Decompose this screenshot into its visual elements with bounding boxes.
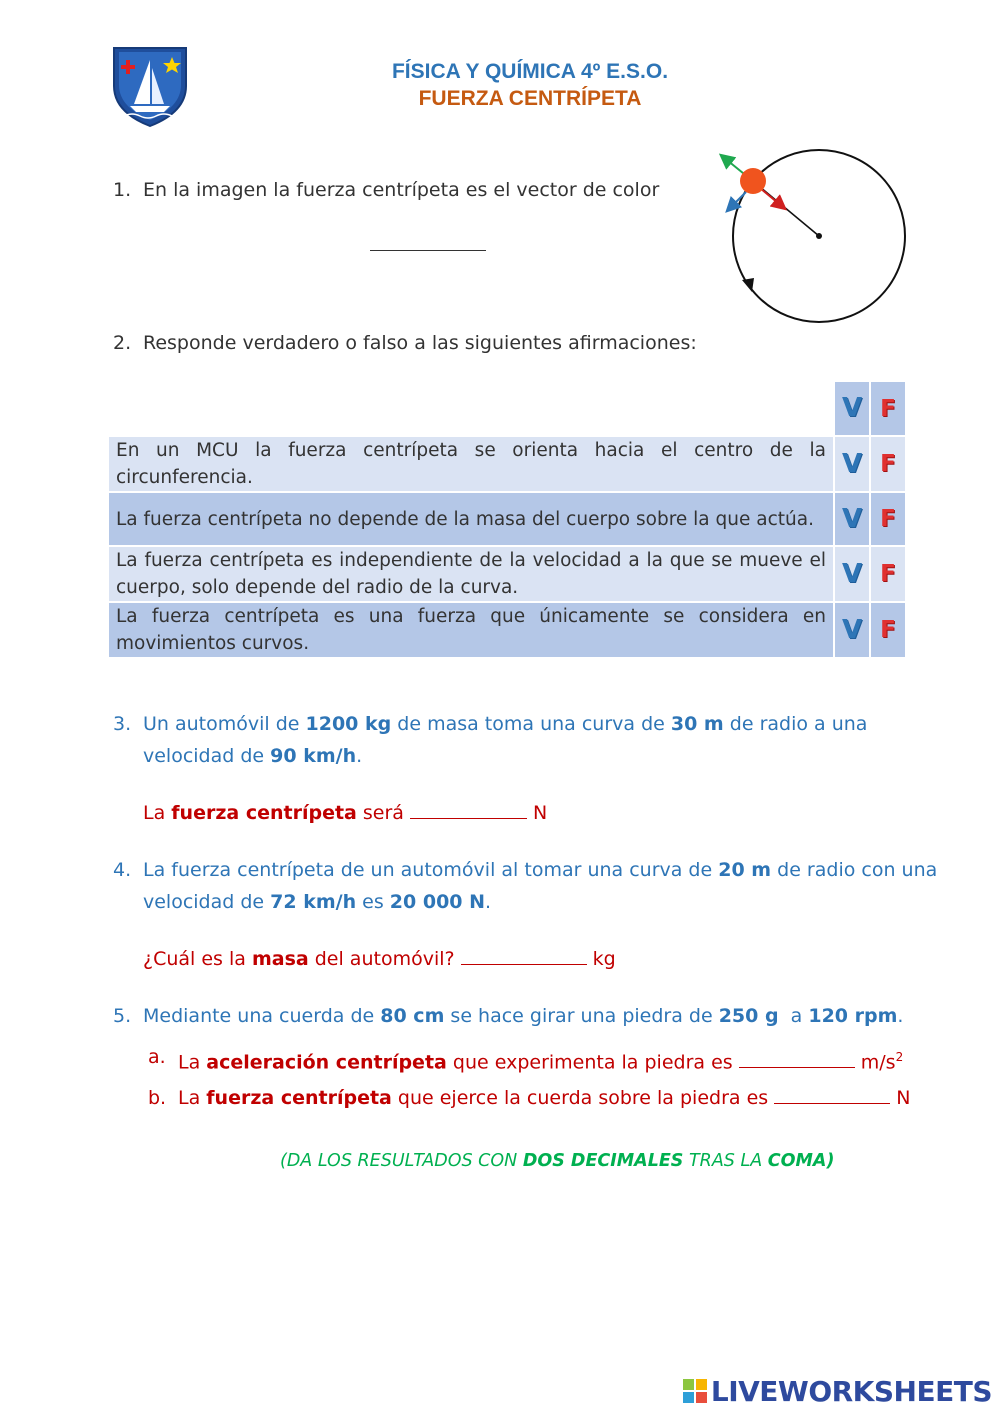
- q5a-answer-blank[interactable]: [739, 1049, 855, 1068]
- statement-1: En un MCU la fuerza centrípeta se orienta hacia el centro de la circunferencia.: [108, 436, 834, 492]
- q4-answer-line: ¿Cuál es la masa del automóvil? kg: [143, 948, 616, 970]
- table-header-row: [108, 381, 906, 436]
- decimals-note: (DA LOS RESULTADOS CON DOS DECIMALES TRAS LA COMA): [280, 1151, 835, 1171]
- worksheet-title: FÍSICA Y QUÍMICA 4º E.S.O.: [391, 60, 669, 83]
- speed-value: 72 km/h: [270, 891, 357, 913]
- table-row: [108, 602, 906, 658]
- false-option-1[interactable]: F: [870, 436, 906, 492]
- question-text: Un automóvil de 1200 kg de masa toma una curva de 30 m de radio a una velocidad de 90 km/h.: [143, 713, 868, 767]
- length-value: 80 cm: [380, 1005, 445, 1027]
- radius-value: 20 m: [718, 859, 772, 881]
- statement-4: La fuerza centrípeta es una fuerza que únicamente se considera en movimientos curvos.: [108, 602, 834, 658]
- statement-2: La fuerza centrípeta no depende de la masa del cuerpo sobre la que actúa.: [108, 492, 834, 546]
- q3-answer-blank[interactable]: [410, 800, 527, 819]
- speed-value: 90 km/h: [270, 745, 357, 767]
- empty-header-cell: [108, 381, 834, 436]
- question-number: 4.: [113, 859, 132, 881]
- part-label: a.: [148, 1046, 166, 1068]
- rpm-value: 120 rpm: [808, 1005, 898, 1027]
- q1-answer-blank[interactable]: [370, 232, 486, 251]
- question-text: La fuerza centrípeta de un automóvil al tomar una curva de 20 m de radio con una velocidad de 72 km/h es 20 000 N.: [143, 859, 938, 913]
- question-number: 5.: [113, 1005, 132, 1027]
- false-option-4[interactable]: F: [870, 602, 906, 658]
- question-text: En la imagen la fuerza centrípeta es el vector de color: [143, 179, 660, 201]
- question-text: Responde verdadero o falso a las siguientes afirmaciones:: [143, 332, 697, 354]
- force-value: 20 000 N: [389, 891, 486, 913]
- liveworksheets-brand: LIVEWORKSHEETS: [710, 1374, 992, 1408]
- liveworksheets-icon: [683, 1379, 707, 1403]
- true-header: [834, 381, 870, 436]
- question-text: Mediante una cuerda de 80 cm se hace girar una piedra de 250 g a 120 rpm.: [143, 1005, 904, 1027]
- q4-answer-blank[interactable]: [461, 946, 587, 965]
- mass-value: 1200 kg: [305, 713, 392, 735]
- mass-value: 250 g: [718, 1005, 779, 1027]
- question-number: 1.: [113, 179, 132, 201]
- true-label: V: [841, 393, 863, 423]
- circular-motion-diagram: [712, 144, 912, 328]
- table-row: [108, 492, 906, 546]
- true-false-table: [107, 380, 907, 659]
- worksheet-subtitle: FUERZA CENTRÍPETA: [418, 87, 642, 110]
- q3-answer-line: La fuerza centrípeta será N: [143, 802, 548, 824]
- part-label: b.: [148, 1087, 167, 1109]
- table-row: [108, 546, 906, 602]
- true-option-2[interactable]: V: [834, 492, 870, 546]
- liveworksheets-logo: [683, 1374, 992, 1408]
- true-option-4[interactable]: V: [834, 602, 870, 658]
- question-number: 3.: [113, 713, 132, 735]
- false-option-3[interactable]: F: [870, 546, 906, 602]
- true-option-3[interactable]: V: [834, 546, 870, 602]
- q5b-answer-blank[interactable]: [774, 1085, 890, 1104]
- school-logo: [110, 42, 190, 128]
- false-option-2[interactable]: F: [870, 492, 906, 546]
- true-option-1[interactable]: V: [834, 436, 870, 492]
- false-header: [870, 381, 906, 436]
- radius-value: 30 m: [670, 713, 724, 735]
- question-number: 2.: [113, 332, 132, 354]
- table-row: [108, 436, 906, 492]
- false-label: F: [880, 395, 896, 422]
- statement-3: La fuerza centrípeta es independiente de la velocidad a la que se mueve el cuerpo, solo depende del radio de la curva.: [108, 546, 834, 602]
